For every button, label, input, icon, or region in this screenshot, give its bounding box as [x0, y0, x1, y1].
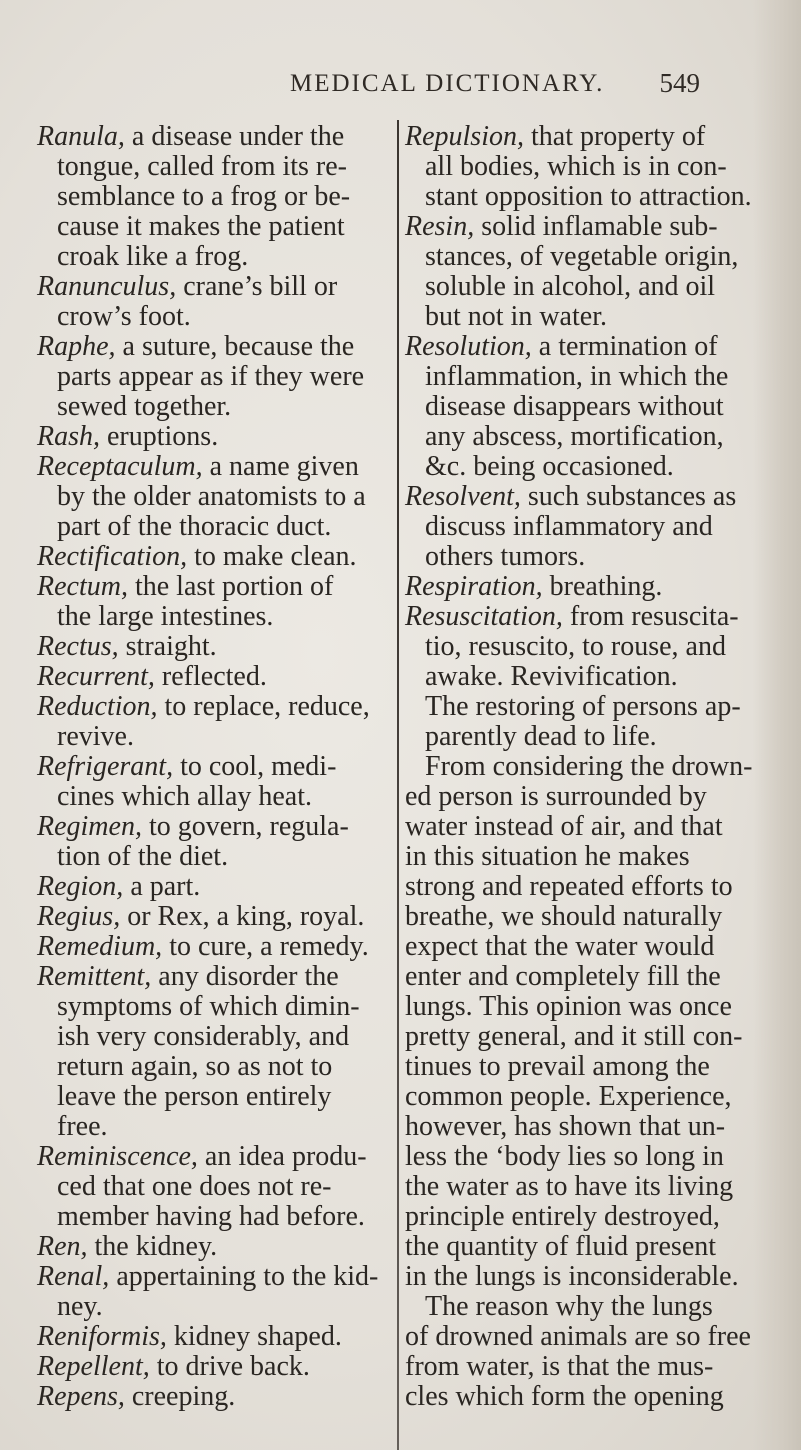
- entry-headword: Reminiscence,: [37, 1141, 198, 1172]
- entry-headword: Refrigerant,: [37, 751, 174, 782]
- dictionary-line: [37, 302, 392, 332]
- entry-text: water instead of air, and that: [405, 811, 723, 842]
- entry-text: principle entirely destroyed,: [405, 1201, 720, 1232]
- dictionary-line: [37, 152, 392, 182]
- dictionary-line: [37, 572, 392, 602]
- entry-text: stant opposition to attraction.: [425, 181, 752, 212]
- entry-headword: Resuscitation,: [405, 601, 563, 632]
- dictionary-line: [405, 872, 757, 902]
- dictionary-line: [37, 242, 392, 272]
- entry-text: cause it makes the patient: [57, 211, 345, 242]
- dictionary-line: [405, 542, 757, 572]
- entry-headword: Reniformis,: [37, 1321, 167, 1352]
- entry-text: such substances as: [520, 481, 737, 512]
- dictionary-line: [37, 692, 392, 722]
- entry-text: appertaining to the kid-: [109, 1261, 379, 1292]
- dictionary-line: [405, 692, 757, 722]
- entry-text: but not in water.: [425, 301, 607, 332]
- entry-text: part of the thoracic duct.: [57, 511, 332, 542]
- entry-text: awake. Revivification.: [425, 661, 678, 692]
- dictionary-line: [405, 1142, 757, 1172]
- entry-text: in this situation he makes: [405, 841, 690, 872]
- dictionary-line: [37, 362, 392, 392]
- dictionary-line: [37, 1022, 392, 1052]
- entry-text: pretty general, and it still con-: [405, 1021, 743, 1052]
- entry-text: a part.: [123, 871, 201, 902]
- entry-text: all bodies, which is in con-: [425, 151, 727, 182]
- dictionary-line: [37, 842, 392, 872]
- entry-text: from water, is that the mus-: [405, 1351, 714, 1382]
- dictionary-line: [405, 422, 757, 452]
- dictionary-line: [405, 1322, 757, 1352]
- dictionary-line: [405, 182, 757, 212]
- entry-text: discuss inflammatory and: [425, 511, 713, 542]
- entry-text: others tumors.: [425, 541, 586, 572]
- dictionary-line: [405, 272, 757, 302]
- entry-headword: Remittent,: [37, 961, 152, 992]
- page-number: 549: [659, 68, 700, 98]
- dictionary-line: [37, 1202, 392, 1232]
- entry-text: parts appear as if they were: [57, 361, 365, 392]
- entry-text: croak like a frog.: [57, 241, 249, 272]
- entry-text: breathe, we should naturally: [405, 901, 723, 932]
- entry-text: cles which form the opening: [405, 1381, 724, 1412]
- dictionary-line: [405, 452, 757, 482]
- dictionary-line: [405, 332, 757, 362]
- entry-headword: Rectus,: [37, 631, 119, 662]
- entry-headword: Resin,: [405, 211, 475, 242]
- dictionary-line: [405, 752, 757, 782]
- entry-headword: Rash,: [37, 421, 100, 452]
- entry-headword: Raphe,: [37, 331, 116, 362]
- dictionary-line: [37, 512, 392, 542]
- dictionary-line: [37, 122, 392, 152]
- entry-text: disease disappears without: [425, 391, 724, 422]
- dictionary-line: [37, 1382, 392, 1412]
- dictionary-line: [405, 302, 757, 332]
- entry-text: inflammation, in which the: [425, 361, 729, 392]
- dictionary-line: [405, 782, 757, 812]
- entry-text: the quantity of fluid present: [405, 1231, 717, 1262]
- dictionary-line: [405, 932, 757, 962]
- dictionary-line: [37, 872, 392, 902]
- entry-text: semblance to a frog or be-: [57, 181, 351, 212]
- entry-headword: Rectification,: [37, 541, 188, 572]
- entry-headword: Recurrent,: [37, 661, 155, 692]
- entry-text: a suture, because the: [115, 331, 355, 362]
- entry-text: a termination of: [531, 331, 718, 362]
- right-column: [405, 122, 757, 1412]
- dictionary-line: [405, 512, 757, 542]
- dictionary-line: [37, 452, 392, 482]
- entry-text: the kidney.: [87, 1231, 218, 1262]
- entry-headword: Regimen,: [37, 811, 142, 842]
- dictionary-line: [37, 812, 392, 842]
- entry-text: an idea produ-: [197, 1141, 367, 1172]
- dictionary-line: [405, 902, 757, 932]
- entry-text: ced that one does not re-: [57, 1171, 332, 1202]
- dictionary-line: [405, 482, 757, 512]
- entry-text: eruptions.: [100, 421, 219, 452]
- entry-text: crane’s bill or: [176, 271, 338, 302]
- entry-text: From considering the drown-: [425, 751, 753, 782]
- entry-text: to cool, medi-: [173, 751, 337, 782]
- dictionary-line: [37, 1142, 392, 1172]
- entry-text: &c. being occasioned.: [425, 451, 674, 482]
- entry-text: parently dead to life.: [425, 721, 657, 752]
- entry-text: solid inflamable sub-: [474, 211, 718, 242]
- dictionary-line: [405, 1262, 757, 1292]
- entry-headword: Repellent,: [37, 1351, 150, 1382]
- dictionary-line: [37, 272, 392, 302]
- entry-text: ed person is surrounded by: [405, 781, 707, 812]
- entry-text: return again, so as not to: [57, 1051, 333, 1082]
- entry-text: breathing.: [542, 571, 663, 602]
- entry-text: revive.: [57, 721, 134, 752]
- entry-text: symptoms of which dimin-: [57, 991, 360, 1022]
- dictionary-line: [405, 572, 757, 602]
- entry-headword: Remedium,: [37, 931, 163, 962]
- entry-text: lungs. This opinion was once: [405, 991, 732, 1022]
- entry-text: common people. Experience,: [405, 1081, 732, 1112]
- dictionary-line: [37, 482, 392, 512]
- entry-text: to replace, reduce,: [157, 691, 370, 722]
- dictionary-line: [37, 1292, 392, 1322]
- dictionary-line: [405, 392, 757, 422]
- entry-text: creeping.: [124, 1381, 236, 1412]
- dictionary-line: [405, 1382, 757, 1412]
- dictionary-line: [37, 1112, 392, 1142]
- dictionary-line: [37, 962, 392, 992]
- entry-text: in the lungs is inconsiderable.: [405, 1261, 739, 1292]
- dictionary-line: [37, 1322, 392, 1352]
- entry-headword: Receptaculum,: [37, 451, 203, 482]
- entry-headword: Renal,: [37, 1261, 110, 1292]
- entry-headword: Resolvent,: [405, 481, 521, 512]
- dictionary-line: [405, 1112, 757, 1142]
- entry-headword: Ren,: [37, 1231, 88, 1262]
- entry-text: tio, resuscito, to rouse, and: [425, 631, 726, 662]
- entry-text: the last portion of: [127, 571, 334, 602]
- dictionary-line: [405, 1022, 757, 1052]
- dictionary-line: [37, 392, 392, 422]
- dictionary-line: [37, 212, 392, 242]
- entry-headword: Ranula,: [37, 121, 125, 152]
- entry-text: the large intestines.: [57, 601, 274, 632]
- dictionary-line: [405, 1082, 757, 1112]
- entry-text: soluble in alcohol, and oil: [425, 271, 716, 302]
- dictionary-line: [405, 122, 757, 152]
- entry-text: crow’s foot.: [57, 301, 191, 332]
- entry-headword: Repens,: [37, 1381, 125, 1412]
- entry-headword: Respiration,: [405, 571, 543, 602]
- dictionary-line: [405, 1172, 757, 1202]
- entry-text: the water as to have its living: [405, 1171, 734, 1202]
- entry-text: leave the person entirely: [57, 1081, 332, 1112]
- entry-headword: Rectum,: [37, 571, 128, 602]
- entry-headword: Resolution,: [405, 331, 532, 362]
- entry-text: to govern, regula-: [141, 811, 349, 842]
- entry-text: a name given: [202, 451, 359, 482]
- entry-text: of drowned animals are so free: [405, 1321, 751, 1352]
- dictionary-line: [405, 602, 757, 632]
- dictionary-line: [405, 362, 757, 392]
- entry-text: to make clean.: [187, 541, 357, 572]
- entry-text: tion of the diet.: [57, 841, 229, 872]
- entry-text: a disease under the: [124, 121, 345, 152]
- entry-text: enter and completely fill the: [405, 961, 721, 992]
- entry-text: cines which allay heat.: [57, 781, 313, 812]
- entry-headword: Ranunculus,: [37, 271, 177, 302]
- dictionary-line: [405, 632, 757, 662]
- entry-text: straight.: [118, 631, 217, 662]
- dictionary-line: [37, 422, 392, 452]
- dictionary-line: [405, 842, 757, 872]
- dictionary-line: [37, 332, 392, 362]
- entry-text: or Rex, a king, royal.: [120, 901, 365, 932]
- dictionary-line: [37, 1352, 392, 1382]
- entry-text: by the older anatomists to a: [57, 481, 366, 512]
- dictionary-line: [405, 662, 757, 692]
- entry-text: tinues to prevail among the: [405, 1051, 710, 1082]
- entry-text: member having had before.: [57, 1201, 365, 1232]
- dictionary-line: [405, 722, 757, 752]
- entry-headword: Reduction,: [37, 691, 158, 722]
- entry-headword: Region,: [37, 871, 124, 902]
- entry-text: expect that the water would: [405, 931, 715, 962]
- entry-text: to cure, a remedy.: [162, 931, 369, 962]
- dictionary-line: [37, 722, 392, 752]
- dictionary-line: [37, 1172, 392, 1202]
- dictionary-line: [405, 1052, 757, 1082]
- dictionary-line: [405, 962, 757, 992]
- entry-text: less the ‘body lies so long in: [405, 1141, 724, 1172]
- column-divider: [397, 120, 399, 1450]
- dictionary-line: [405, 152, 757, 182]
- entry-text: from resuscita-: [562, 601, 739, 632]
- entry-text: ney.: [57, 1291, 103, 1322]
- entry-text: ish very considerably, and: [57, 1021, 350, 1052]
- dictionary-line: [37, 752, 392, 782]
- dictionary-line: [37, 1052, 392, 1082]
- entry-text: stances, of vegetable origin,: [425, 241, 739, 272]
- entry-text: The reason why the lungs: [425, 1291, 713, 1322]
- dictionary-line: [37, 932, 392, 962]
- entry-text: tongue, called from its re-: [57, 151, 348, 182]
- entry-text: kidney shaped.: [166, 1321, 342, 1352]
- dictionary-line: [37, 1082, 392, 1112]
- dictionary-line: [405, 242, 757, 272]
- dictionary-line: [405, 1292, 757, 1322]
- dictionary-line: [405, 812, 757, 842]
- entry-text: free.: [57, 1111, 108, 1142]
- dictionary-line: [405, 212, 757, 242]
- running-head: MEDICAL DICTIONARY.: [290, 70, 605, 97]
- page-header: [290, 70, 700, 106]
- dictionary-line: [405, 1202, 757, 1232]
- dictionary-line: [37, 602, 392, 632]
- entry-text: reflected.: [154, 661, 267, 692]
- dictionary-line: [37, 542, 392, 572]
- entry-text: The restoring of persons ap-: [425, 691, 741, 722]
- entry-text: any disorder the: [151, 961, 339, 992]
- entry-text: however, has shown that un-: [405, 1111, 726, 1142]
- entry-text: sewed together.: [57, 391, 232, 422]
- dictionary-line: [37, 662, 392, 692]
- entry-headword: Regius,: [37, 901, 121, 932]
- entry-text: to drive back.: [149, 1351, 310, 1382]
- page-edge-shadow: [753, 0, 801, 1450]
- left-column: [37, 122, 392, 1412]
- dictionary-line: [405, 1352, 757, 1382]
- dictionary-line: [37, 182, 392, 212]
- dictionary-line: [405, 992, 757, 1022]
- dictionary-line: [37, 782, 392, 812]
- entry-text: any abscess, mortification,: [425, 421, 724, 452]
- entry-headword: Repulsion,: [405, 121, 524, 152]
- dictionary-line: [37, 1262, 392, 1292]
- dictionary-line: [37, 632, 392, 662]
- dictionary-line: [37, 902, 392, 932]
- entry-text: that property of: [524, 121, 706, 152]
- dictionary-line: [37, 992, 392, 1022]
- dictionary-line: [37, 1232, 392, 1262]
- entry-text: strong and repeated efforts to: [405, 871, 733, 902]
- dictionary-line: [405, 1232, 757, 1262]
